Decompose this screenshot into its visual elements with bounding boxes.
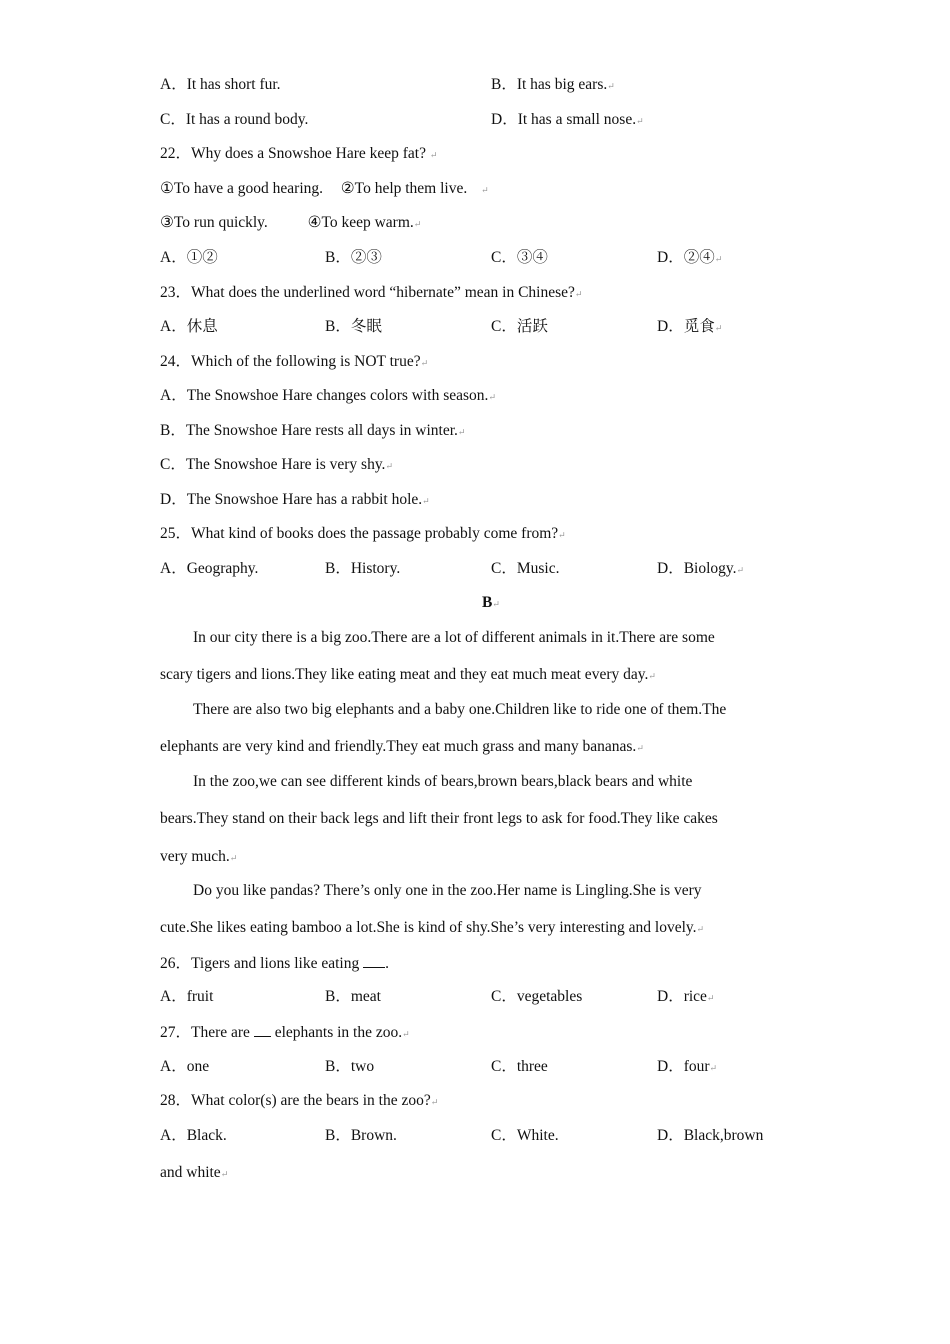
q28-stem: 28．What color(s) are the bears in the zoo?↵ [160, 1092, 439, 1109]
q21-option-d: D．It has a small nose.↵ [491, 111, 644, 128]
q27-option-c: C．three [491, 1058, 548, 1075]
q26-option-c: C．vegetables [491, 988, 583, 1005]
q24-option-a: A．The Snowshoe Hare changes colors with season.↵ [160, 387, 496, 404]
q22-option-b: B．②③ [325, 249, 382, 266]
q27-stem: 27．There are elephants in the zoo.↵ [160, 1024, 410, 1041]
q26-answer-blank [363, 953, 385, 968]
q22-stem: 22．Why does a Snowshoe Hare keep fat? ↵ [160, 145, 438, 162]
q24-option-c: C．The Snowshoe Hare is very shy.↵ [160, 456, 393, 473]
q27-answer-blank [254, 1022, 271, 1037]
q28-option-b: B．Brown. [325, 1127, 397, 1144]
section-b-heading: B↵ [482, 594, 500, 611]
passage-p1-line2: scary tigers and lions.They like eating meat and they eat much meat every day.↵ [160, 666, 656, 683]
q25-option-b: B．History. [325, 560, 401, 577]
q25-option-d: D．Biology.↵ [657, 560, 745, 577]
q26-stem: 26．Tigers and lions like eating . [160, 955, 389, 972]
q24-stem: 24．Which of the following is NOT true?↵ [160, 353, 429, 370]
passage-p4-line2: cute.She likes eating bamboo a lot.She is kind of shy.She’s very interesting and lovely.↵ [160, 919, 705, 936]
passage-p2-line1: There are also two big elephants and a baby one.Children like to ride one of them.The [193, 701, 727, 718]
q25-option-a: A．Geography. [160, 560, 259, 577]
q22-choice-2: ②To help them live. [340, 180, 468, 197]
passage-p3-line3: very much.↵ [160, 848, 238, 865]
q22-option-a: A．①② [160, 249, 218, 266]
q28-option-d: D．Black,brown [657, 1127, 764, 1144]
q23-option-b: B．冬眠 [325, 318, 382, 335]
passage-p2-line2: elephants are very kind and friendly.They eat much grass and many bananas.↵ [160, 738, 644, 755]
q22-choices-row1: ①To have a good hearing. ②To help them live. ↵ [160, 180, 489, 197]
q23-option-a: A．休息 [160, 318, 218, 335]
q22-choice-4: ④To keep warm. [307, 214, 414, 231]
q23-option-c: C．活跃 [491, 318, 548, 335]
q26-option-b: B．meat [325, 988, 381, 1005]
passage-p4-line1: Do you like pandas? There’s only one in the zoo.Her name is Lingling.She is very [193, 882, 702, 899]
q27-option-d: D．four↵ [657, 1058, 718, 1075]
q24-option-b: B．The Snowshoe Hare rests all days in winter.↵ [160, 422, 466, 439]
q25-option-c: C．Music. [491, 560, 560, 577]
q22-option-c: C．③④ [491, 249, 548, 266]
q27-option-a: A．one [160, 1058, 210, 1075]
q23-stem: 23．What does the underlined word “hibernate” mean in Chinese?↵ [160, 284, 583, 301]
q22-choice-1: ①To have a good hearing. [160, 180, 324, 197]
q22-choice-3: ③To run quickly. [160, 214, 268, 231]
q21-option-c: C．It has a round body. [160, 111, 309, 128]
q28-option-d-continued: and white↵ [160, 1164, 229, 1181]
q25-stem: 25．What kind of books does the passage probably come from?↵ [160, 525, 566, 542]
q22-option-d: D．②④↵ [657, 249, 723, 266]
q24-option-d: D．The Snowshoe Hare has a rabbit hole.↵ [160, 491, 430, 508]
q22-choices-row2: ③To run quickly. ④To keep warm.↵ [160, 214, 422, 231]
q26-option-d: D．rice↵ [657, 988, 715, 1005]
q27-option-b: B．two [325, 1058, 375, 1075]
q28-option-c: C．White. [491, 1127, 559, 1144]
passage-p3-line1: In the zoo,we can see different kinds of bears,brown bears,black bears and white [193, 773, 693, 790]
q26-option-a: A．fruit [160, 988, 214, 1005]
q23-option-d: D．觅食↵ [657, 318, 723, 335]
q21-option-a: A．It has short fur. [160, 76, 281, 93]
q28-option-a: A．Black. [160, 1127, 227, 1144]
q21-option-b: B．It has big ears.↵ [491, 76, 615, 93]
passage-p1-line1: In our city there is a big zoo.There are a lot of different animals in it.There are some [193, 629, 715, 646]
passage-p3-line2: bears.They stand on their back legs and lift their front legs to ask for food.They like cakes [160, 810, 718, 827]
